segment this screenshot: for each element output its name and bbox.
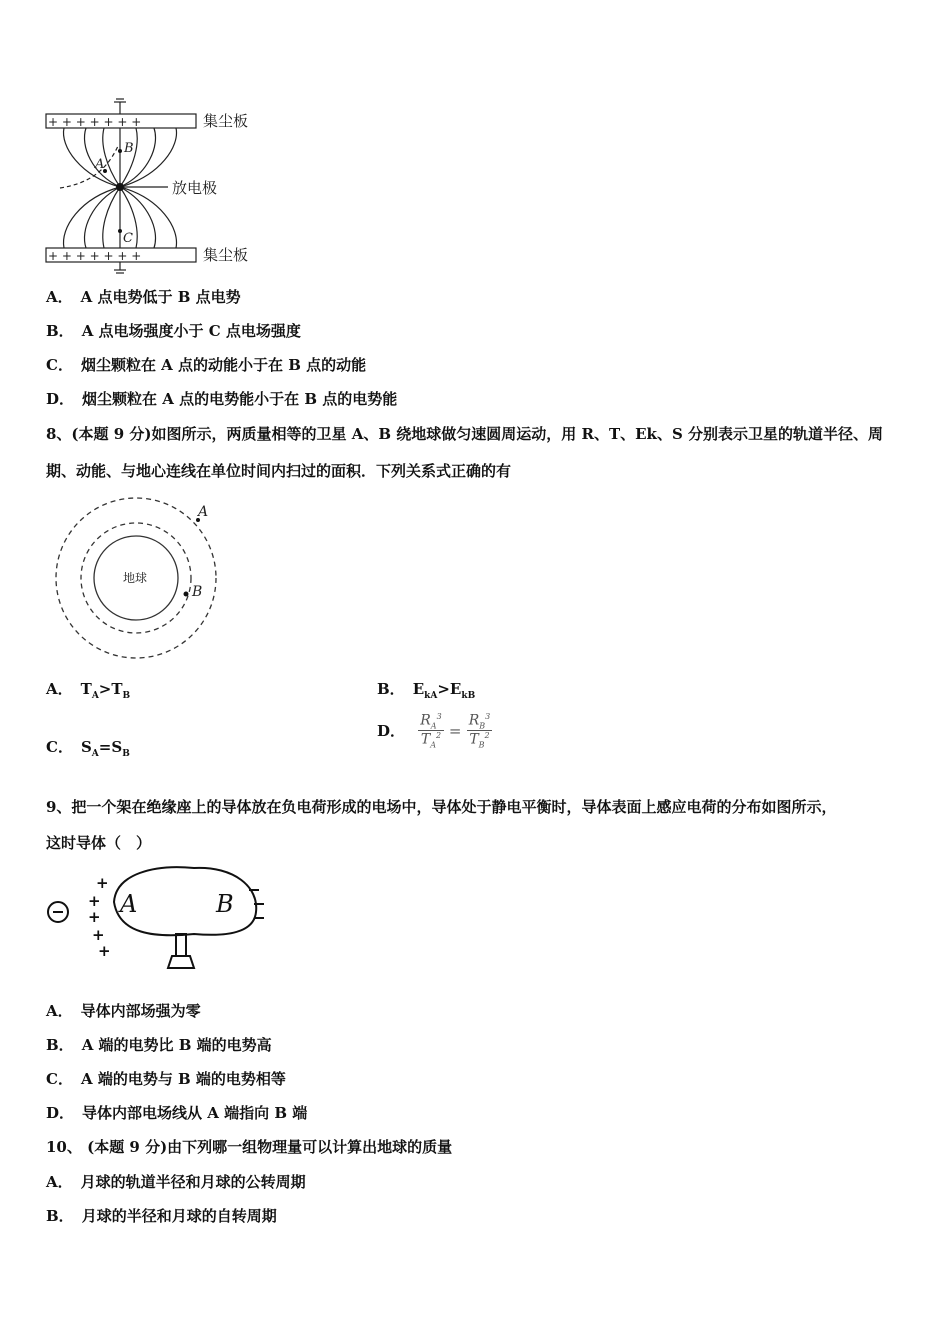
q9-stem-line2: 这时导体（ ） xyxy=(46,834,152,852)
q8-option-b[interactable]: B． $E_{kA}>E_{kB}$ xyxy=(377,680,476,701)
q7-option-d[interactable]: D． 烟尘颗粒在 A 点的电势能小于在 B 点的电势能 xyxy=(46,390,398,408)
q8-d-fraction-left: $\frac{R_A^3}{T_A^2}$ xyxy=(420,712,442,750)
svg-text:+: + xyxy=(96,874,109,892)
bottom-plate-charges: + + + + + + + xyxy=(48,249,142,263)
svg-text:+: + xyxy=(92,926,105,944)
conductor-end-b: B xyxy=(216,890,234,918)
q8-option-d[interactable]: D． $\frac{R_A^3}{T_A^2}$ = $\frac{R_B^3}{T_B^2}$ xyxy=(377,712,491,750)
q10-option-a[interactable]: A． 月球的轨道半径和月球的公转周期 xyxy=(46,1173,306,1191)
top-plate-charges: + + + + + + + xyxy=(48,115,142,129)
earth-label: 地球 xyxy=(123,571,148,585)
conductor-figure xyxy=(44,862,274,977)
point-c-label: C xyxy=(123,231,133,246)
q9-option-a[interactable]: A． 导体内部场强为零 xyxy=(46,1002,201,1020)
bottom-plate-label: 集尘板 xyxy=(203,246,249,264)
conductor-end-a: A xyxy=(120,890,138,918)
q9-option-d[interactable]: D． 导体内部电场线从 A 端指向 B 端 xyxy=(46,1104,308,1122)
q9-option-b[interactable]: B． A 端的电势比 B 端的电势高 xyxy=(46,1036,272,1054)
svg-text:+: + xyxy=(88,892,101,910)
negative-charge-symbol: ⊖ xyxy=(44,862,45,863)
satellite-a-label: A xyxy=(198,504,209,520)
q7-option-a[interactable]: A． A 点电势低于 B 点电势 xyxy=(46,288,241,306)
svg-text:+: + xyxy=(88,908,101,926)
q9-stem-line1: 9、把一个架在绝缘座上的导体放在负电荷形成的电场中，导体处于静电平衡时，导体表面上感应电荷的分布如图所示， xyxy=(46,798,837,816)
svg-text:+: + xyxy=(98,942,111,960)
top-plate-label: 集尘板 xyxy=(203,112,249,130)
q8-option-a[interactable]: A． $T_A>T_B$ xyxy=(46,680,131,701)
q8-stem-line1: 8、(本题 9 分)如图所示，两质量相等的卫星 A、B 绕地球做匀速圆周运动，用 R、T、Ek、S 分别表示卫星的轨道半径、周 xyxy=(46,425,884,443)
q8-option-c[interactable]: C． $S_A=S_B$ xyxy=(46,738,130,759)
q9-option-c[interactable]: C． A 端的电势与 B 端的电势相等 xyxy=(46,1070,286,1088)
q7-option-c[interactable]: C． 烟尘颗粒在 A 点的动能小于在 B 点的动能 xyxy=(46,356,367,374)
point-b-label: B xyxy=(124,141,134,156)
q10-stem: 10、 (本题 9 分)由下列哪一组物理量可以计算出地球的质量 xyxy=(46,1138,453,1156)
q7-option-b[interactable]: B． A 点电场强度小于 C 点电场强度 xyxy=(46,322,301,340)
electrode-label: 放电极 xyxy=(172,179,218,197)
q8-stem-line2: 期、动能、与地心连线在单位时间内扫过的面积．下列关系式正确的有 xyxy=(46,462,512,480)
satellite-b-label: B xyxy=(192,584,203,600)
electrostatic-precipitator-figure xyxy=(40,96,270,276)
q8-d-fraction-right: $\frac{R_B^3}{T_B^2}$ xyxy=(468,712,491,750)
q10-option-b[interactable]: B． 月球的半径和月球的自转周期 xyxy=(46,1207,277,1225)
point-a-label: A xyxy=(95,157,105,172)
satellite-orbit-figure xyxy=(48,496,228,666)
